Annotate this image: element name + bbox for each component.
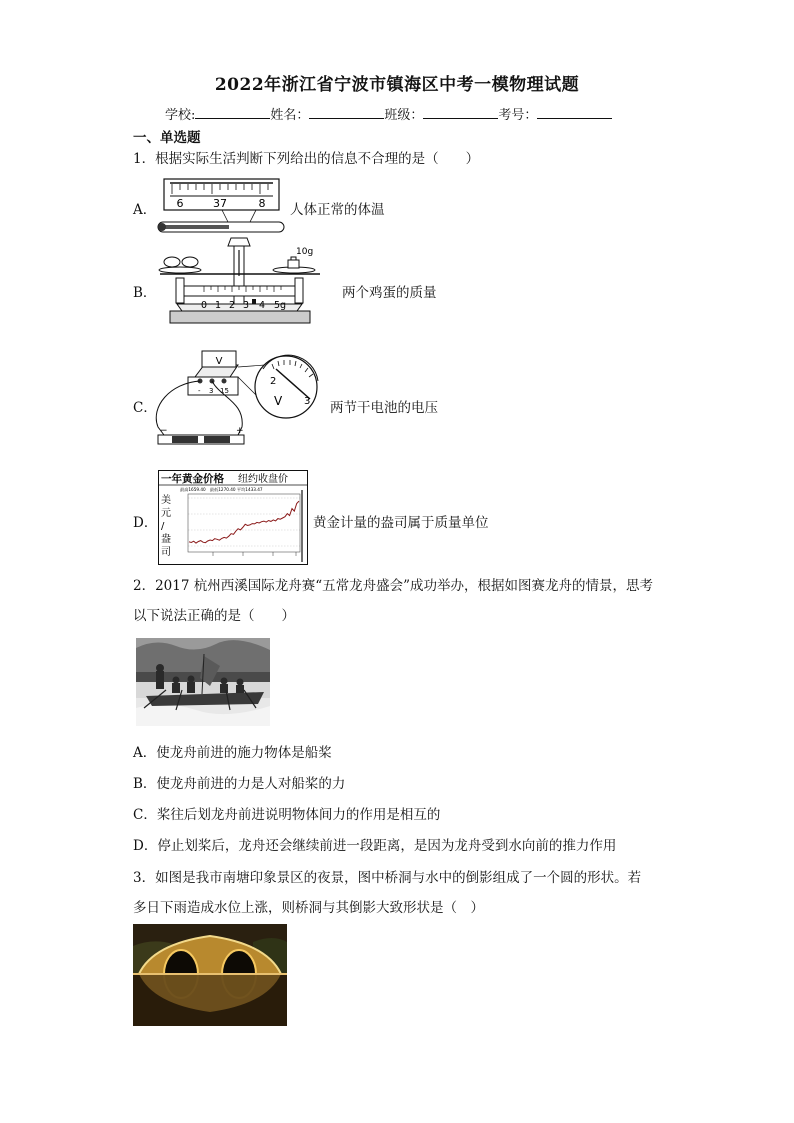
beam-label-5g: 5g [273, 300, 287, 311]
weight-block [288, 260, 299, 268]
q1-option-a-label: A． [133, 202, 157, 218]
rider [252, 299, 256, 304]
class-label: 班级： [384, 108, 424, 123]
battery-cell-2 [204, 436, 230, 443]
exam-number-blank[interactable] [537, 105, 612, 119]
terminal-3: 3 [209, 387, 214, 395]
q1-option-d-caption: 黄金计量的盎司属于质量单位 [313, 515, 489, 531]
dial-unit-v: V [274, 394, 283, 408]
battery-minus: − [160, 426, 168, 436]
balance-illustration [152, 236, 327, 332]
battery-cell-1 [172, 436, 198, 443]
exam-number-label: 考号： [498, 108, 538, 123]
class-blank[interactable] [423, 105, 498, 119]
beam-scale [182, 286, 297, 296]
q1-option-c-label: C． [133, 400, 157, 416]
beam-label-4: 4 [258, 300, 266, 311]
section-title: 一、单选题 [133, 130, 201, 146]
q2-stem-line1: 2．2017 杭州西溪国际龙舟赛“五常龙舟盛会”成功举办，根据如图赛龙舟的情景，思考 [133, 578, 654, 594]
bridge-night-photo [133, 924, 287, 1026]
beam-label-3: 3 [242, 300, 250, 311]
ylabel-1: 美 [161, 495, 171, 506]
q3-stem-line2: 多日下雨造成水位上涨，则桥洞与其倒影大致形状是（ ） [133, 900, 484, 916]
beam-label-0: 0 [200, 300, 208, 311]
battery-holder [158, 435, 244, 444]
q1-option-b-label: B． [133, 285, 157, 301]
q3-stem-line1: 3．如图是我市南塘印象景区的夜景，图中桥洞与水中的倒影组成了一个圆的形状。若 [133, 870, 642, 886]
beam-label-2: 2 [228, 300, 236, 311]
ylabel-4: 盎 [161, 534, 171, 545]
voltmeter-illustration [150, 347, 330, 447]
chart-title-normal: 纽约收盘价 [238, 474, 288, 485]
q1-option-a-caption: 人体正常的体温 [290, 202, 385, 218]
egg-2 [182, 257, 198, 267]
q1-option-c-caption: 两节干电池的电压 [330, 400, 438, 416]
dial-label-2: 2 [270, 376, 277, 387]
meter-zoom-dial [255, 356, 317, 418]
school-blank[interactable] [195, 105, 270, 119]
left-pan [159, 267, 201, 273]
chart-title-bold: 一年黄金价格 [161, 473, 224, 485]
terminal-minus: - [198, 387, 201, 395]
ylabel-2: 元 [161, 508, 171, 519]
q1-option-b-caption: 两个鸡蛋的质量 [342, 285, 437, 301]
ylabel-3: / [161, 521, 165, 532]
dragon-boat-photo [136, 638, 270, 726]
mercury-column [159, 225, 229, 229]
q2-stem-line2: 以下说法正确的是（ ） [133, 608, 295, 624]
egg-1 [164, 257, 180, 267]
school-label: 学校: [165, 108, 196, 123]
thermo-label-8: 8 [258, 197, 266, 210]
meter-face-label: V [215, 356, 223, 367]
beam-label-1: 1 [214, 300, 222, 311]
dial-label-3: 3 [304, 396, 311, 407]
name-blank[interactable] [309, 105, 384, 119]
battery-plus: + [236, 426, 244, 436]
q2-option-d: D．停止划桨后，龙舟还会继续前进一段距离，是因为龙舟受到水向前的推力作用 [133, 838, 617, 854]
weight-label: 10g [296, 247, 314, 257]
chart-stats: 最高1659.40 最低1270.40 平均1433.47 [180, 487, 263, 492]
terminal-15: 15 [220, 387, 229, 395]
balance-base [170, 311, 310, 323]
thermometer-ticks [172, 184, 268, 194]
q1-option-d-label: D． [133, 515, 158, 531]
q2-option-b: B．使龙舟前进的力是人对船桨的力 [133, 776, 346, 792]
name-label: 姓名： [270, 108, 310, 123]
thermo-label-6: 6 [176, 197, 184, 210]
student-info-row [165, 104, 612, 123]
ylabel-5: 司 [161, 547, 171, 558]
gold-price-chart [158, 470, 308, 565]
q2-option-a: A．使龙舟前进的施力物体是船桨 [133, 745, 332, 761]
q1-stem: 1．根据实际生活判断下列给出的信息不合理的是（ ） [133, 151, 480, 167]
thermometer-illustration [156, 178, 288, 236]
thermo-label-37: 37 [213, 197, 227, 210]
q2-option-c: C．桨往后划龙舟前进说明物体间力的作用是相互的 [133, 807, 441, 823]
page-title: 2022年浙江省宁波市镇海区中考一模物理试题 [214, 75, 580, 95]
